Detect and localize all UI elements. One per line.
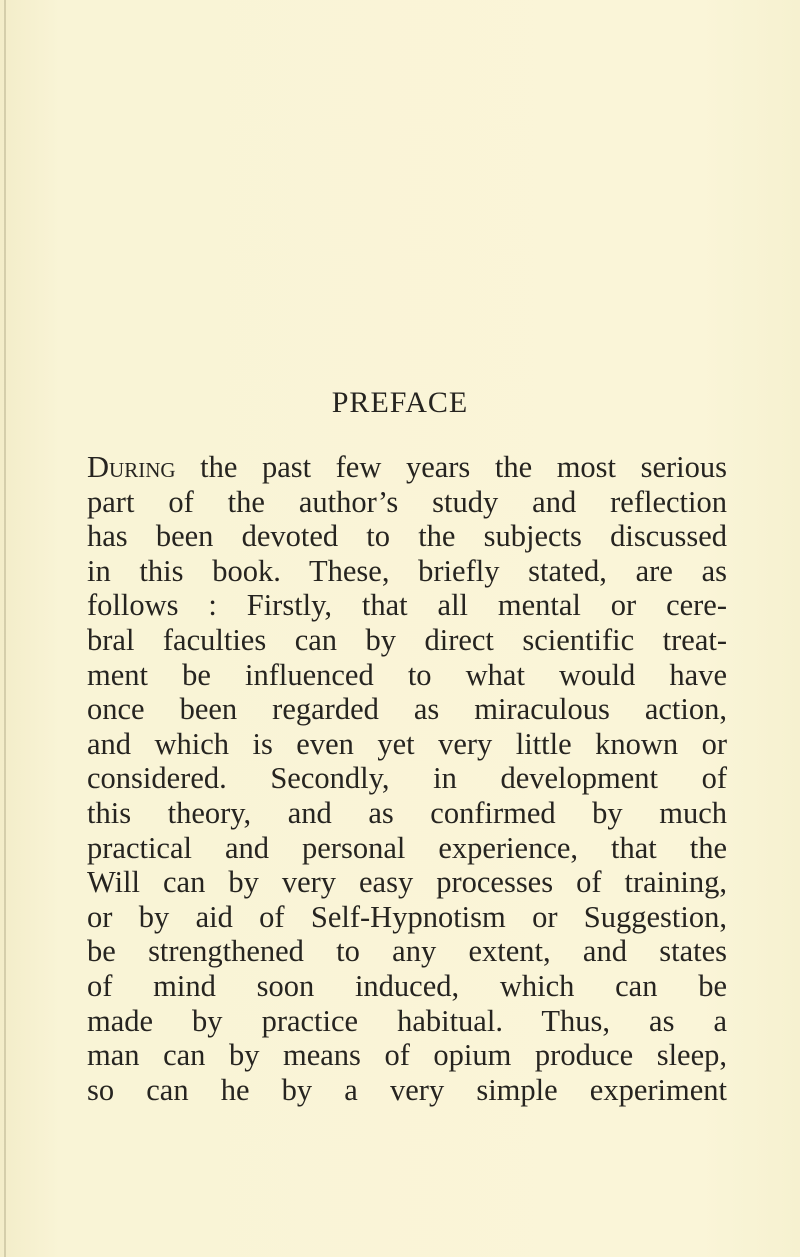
paragraph-line: considered. Secondly, in development of <box>87 761 727 796</box>
paragraph-line: or by aid of Self-Hypnotism or Suggestion, <box>87 899 727 934</box>
line-text: the past few years the most serious <box>175 450 727 484</box>
paragraph-line: has been devoted to the subjects discussed <box>87 519 727 554</box>
page-title: PREFACE <box>331 386 469 419</box>
paragraph-line: follows : Firstly, that all mental or cere- <box>87 588 727 623</box>
paragraph-line <box>87 450 727 485</box>
paragraph-line: in this book. These, briefly stated, are as <box>87 553 727 588</box>
paragraph-line: once been regarded as miraculous action, <box>87 692 727 727</box>
paragraph-line: of mind soon induced, which can be <box>87 968 727 1003</box>
preface-paragraph <box>87 450 727 1107</box>
drop-word: During <box>87 450 176 484</box>
paragraph-line: practical and personal experience, that the <box>87 830 727 865</box>
paragraph-line: so can he by a very simple experiment <box>87 1072 727 1107</box>
paragraph-line: made by practice habitual. Thus, as a <box>87 1003 727 1038</box>
paragraph-line: Will can by very easy processes of training, <box>87 865 727 900</box>
page-edge-line <box>4 0 6 1257</box>
paragraph-line: and which is even yet very little known or <box>87 726 727 761</box>
paragraph-line: this theory, and as confirmed by much <box>87 795 727 830</box>
paragraph-line: man can by means of opium produce sleep, <box>87 1038 727 1073</box>
paragraph-line: part of the author’s study and reflection <box>87 484 727 519</box>
paragraph-line: be strengthened to any extent, and states <box>87 934 727 969</box>
paragraph-line: ment be influenced to what would have <box>87 657 727 692</box>
paragraph-line: bral faculties can by direct scientific treat- <box>87 622 727 657</box>
